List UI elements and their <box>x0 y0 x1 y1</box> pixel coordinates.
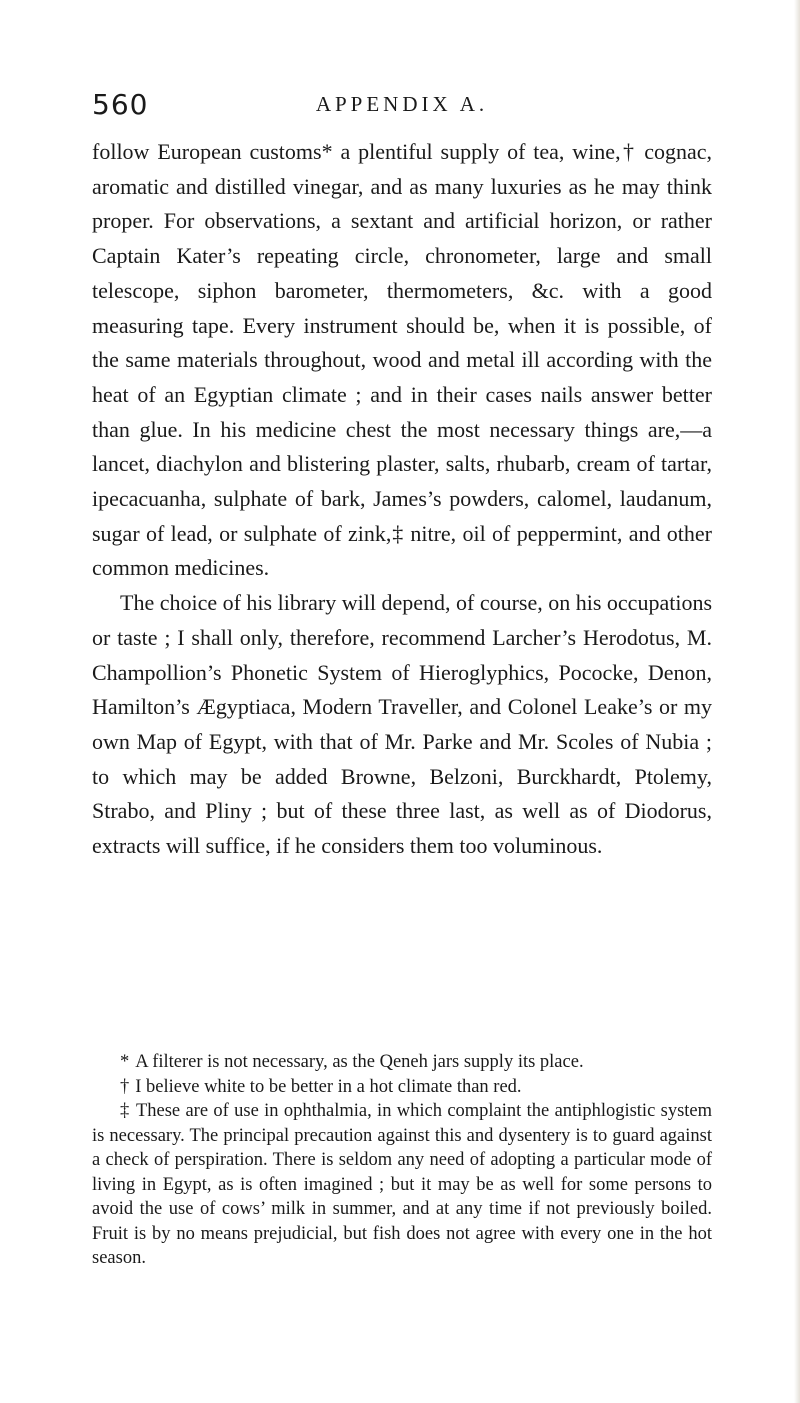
footnote-mark: † <box>120 1076 130 1097</box>
footnote-mark: ‡ <box>120 1101 130 1121</box>
paragraph-continuation: follow European customs* a plentiful supply of tea, wine,† cognac, aromatic and distilled vinegar, and as many luxuries as he may think proper. For observations, a sextant and artificial horizon, or rather Captain Kater’s repeating circle, chronometer, large and small telescope, siphon barometer, thermometers, &c. with a good measuring tape. Every instrument should be, when it is possible, of the same materials throughout, wood and metal ill according with the heat of an Egyptian climate ; and in their cases nails answer better than glue. In his medicine chest the most necessary things are,—a lancet, diachylon and blistering plaster, salts, rhubarb, cream of tartar, ipecacuanha, sulphate of bark, James’s powders, calomel, laudanum, sugar of lead, or sulphate of zink,‡ nitre, oil of peppermint, and other common medicines. <box>92 139 712 581</box>
footnote <box>92 1099 712 1271</box>
running-title: APPENDIX A. <box>315 92 489 116</box>
page-edge-shadow <box>794 0 800 1403</box>
page-header <box>92 88 712 128</box>
footnote <box>92 1050 712 1075</box>
footnote-text: A filterer is not necessary, as the Qeneh jars supply its place. <box>135 1052 584 1072</box>
paragraph-library: The choice of his library will depend, of course, on his occupations or taste ; I shall only, therefore, recommend Larcher’s Herodotus, M. Champollion’s Phonetic System of Hieroglyphics, Pococke, Denon, Hamilton’s Ægyptiaca, Modern Traveller, and Colonel Leake’s or my own Map of Egypt, with that of Mr. Parke and Mr. Scoles of Nubia ; to which may be added Browne, Belzoni, Burckhardt, Ptolemy, Strabo, and Pliny ; but of these three last, as well as of Diodorus, extracts will suffice, if he considers them too voluminous. <box>92 590 713 859</box>
footnote-text: These are of use in ophthalmia, in which complaint the antiphlogistic system is necessary. The principal precaution against this and dysentery is to guard against a check of perspiration. There is seldom any need of adopting a particular mode of living in Egypt, as is often imagined ; but it may be as well for some persons to avoid the use of cows’ milk in summer, and at any time if not previously boiled. Fruit is by no means prejudicial, but fish does not agree with every one in the hot season. <box>92 1101 713 1268</box>
page-number: 560 <box>92 88 149 121</box>
main-text <box>92 135 712 864</box>
footnote-text: I believe white to be better in a hot climate than red. <box>135 1076 522 1097</box>
footnote-mark: * <box>120 1052 130 1072</box>
footnote <box>92 1075 712 1100</box>
footnotes <box>92 1050 712 1271</box>
